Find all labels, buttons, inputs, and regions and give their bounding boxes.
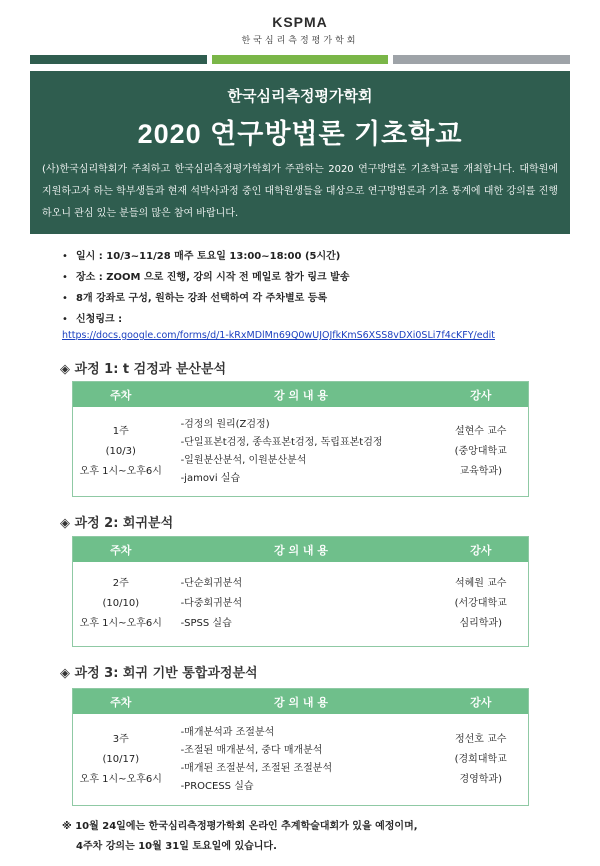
header-content: 강 의 내 용	[273, 543, 328, 557]
instructor-cell	[433, 574, 528, 634]
info-date: • 일시 : 10/3~11/28 매주 토요일 13:00~18:00 (5시간)	[62, 246, 562, 267]
color-bar-gray	[393, 55, 570, 64]
color-bar-light-green	[212, 55, 389, 64]
table-row	[73, 407, 528, 496]
table-header	[73, 537, 528, 562]
instructor-cell	[433, 730, 528, 790]
header-content: 강 의 내 용	[273, 695, 328, 709]
header-week: 주차	[110, 388, 132, 402]
info-apply: • 신청링크 :	[62, 309, 562, 330]
week-date: (10/3)	[105, 445, 136, 457]
content-cell	[169, 574, 434, 634]
info-courses: • 8개 강좌로 구성, 원하는 강좌 선택하여 각 주차별로 등록	[62, 288, 562, 309]
week-date: (10/10)	[102, 598, 140, 609]
instructor-department: 교육학과)	[459, 465, 502, 477]
course-3-title: ◈ 과정 3: 회귀 기반 통합과정분석	[60, 666, 258, 681]
banner-description: (사)한국심리학회가 주최하고 한국심리측정평가학회가 주관하는 2020 연구방법론 기초학교를 개최합니다. 대학원에 지원하고자 하는 학부생들과 현재 석박사과정 중인 대학원생들을 대상으로 연구방법론과 기초 통계에 대한 강의를 진행하오니 관심 있는 분들의 많은 참여 바랍니다.	[42, 164, 558, 219]
banner-org: 한국심리측정평가학회	[227, 87, 373, 105]
page-title: 2020 연구방법론 기초학교	[137, 119, 463, 149]
course-2-title: ◈ 과정 2: 회귀분석	[60, 516, 174, 531]
week-cell	[73, 574, 169, 634]
table-header	[73, 382, 528, 407]
week-date: (10/17)	[102, 753, 140, 765]
week-time: 오후 1시~오후6시	[79, 773, 162, 785]
header-instructor: 강사	[470, 543, 492, 557]
content-item: -SPSS 실습	[180, 618, 232, 629]
decorative-bars	[30, 55, 570, 64]
logo	[0, 14, 600, 46]
header-instructor: 강사	[470, 388, 492, 402]
logo-mark: KSPMA	[272, 14, 328, 30]
course-1-title: ◈ 과정 1: t 검정과 분산분석	[60, 362, 227, 377]
course-1-table	[72, 381, 529, 497]
content-item: -단순회귀분석	[180, 578, 243, 589]
week-number: 2주	[112, 578, 129, 589]
course-2-table	[72, 536, 529, 647]
week-number: 3주	[112, 733, 129, 745]
instructor-department: 심리학과)	[459, 618, 502, 629]
content-cell	[169, 724, 434, 796]
info-place: • 장소 : ZOOM 으로 진행, 강의 시작 전 메일로 참가 링크 발송	[62, 267, 562, 288]
footnote-line-2: 4주차 강의는 10월 31일 토요일에 있습니다.	[76, 841, 277, 852]
footnote-line-1: ※ 10월 24일에는 한국심리측정평가학회 온라인 추계학술대회가 있을 예정이며,	[62, 821, 418, 832]
week-time: 오후 1시~오후6시	[79, 465, 162, 477]
content-item: -jamovi 실습	[180, 472, 241, 484]
content-cell	[169, 416, 434, 488]
footnote	[62, 817, 418, 857]
title-banner	[30, 71, 570, 234]
header-week: 주차	[110, 543, 132, 557]
header-instructor: 강사	[470, 695, 492, 709]
instructor-cell	[433, 422, 528, 482]
content-item: -검정의 원리(Z검정)	[180, 418, 270, 430]
week-number: 1주	[112, 425, 129, 437]
instructor-name: 설현수 교수	[454, 425, 507, 437]
content-item: -매개분석과 조절분석	[180, 726, 275, 738]
week-cell	[73, 422, 169, 482]
header-content: 강 의 내 용	[273, 388, 328, 402]
table-row	[73, 562, 528, 646]
header-week: 주차	[110, 695, 132, 709]
instructor-name: 정선호 교수	[454, 733, 507, 745]
logo-subtitle: 한국심리측정평가학회	[241, 36, 359, 46]
content-item: -다중회귀분석	[180, 598, 243, 609]
instructor-affiliation: (경희대학교	[454, 753, 507, 765]
content-item: -단일표본t검정, 종속표본t검정, 독립표본t검정	[180, 436, 383, 448]
color-bar-dark-green	[30, 55, 207, 64]
week-cell	[73, 730, 169, 790]
content-item: -조절된 매개분석, 중다 매개분석	[180, 744, 323, 756]
course-3-table	[72, 688, 529, 806]
instructor-affiliation: (중앙대학교	[454, 445, 507, 457]
instructor-affiliation: (서강대학교	[454, 598, 507, 609]
week-time: 오후 1시~오후6시	[79, 618, 162, 629]
instructor-department: 경영학과)	[459, 773, 502, 785]
content-item: -PROCESS 실습	[180, 780, 254, 792]
info-list	[62, 246, 562, 330]
instructor-name: 석혜원 교수	[454, 578, 507, 589]
registration-link[interactable]: https://docs.google.com/forms/d/1-kRxMDlMn69Q0wUJOJfkKmS6XSS8vDXi0SLi7f4cKFY/edit	[62, 330, 495, 341]
table-header	[73, 689, 528, 714]
content-item: -일원분산분석, 이원분산분석	[180, 454, 307, 466]
content-item: -매개된 조절분석, 조절된 조절분석	[180, 762, 333, 774]
table-row	[73, 714, 528, 805]
